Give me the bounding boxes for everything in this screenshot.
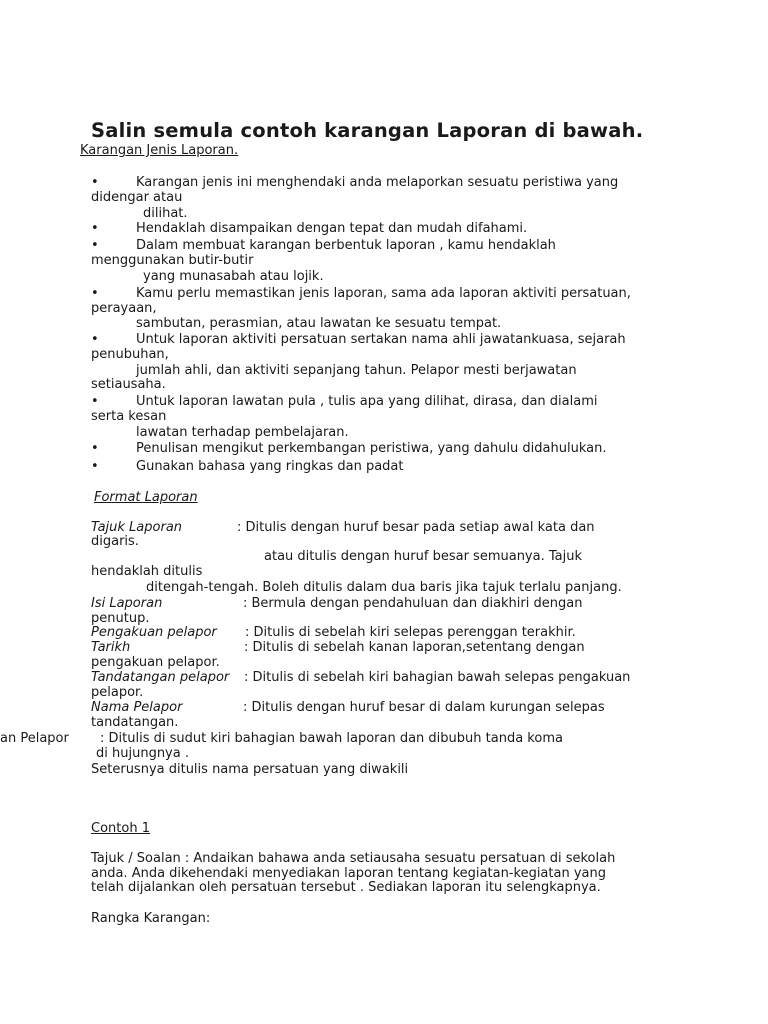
bullet-text: Dalam membuat karangan berbentuk laporan , kamu hendaklah — [136, 238, 556, 253]
bullet-marker: • — [91, 441, 99, 456]
format-label-nama: Nama Pelapor — [91, 700, 183, 715]
section-subtitle: Karangan Jenis Laporan. — [80, 143, 239, 158]
format-label-tarikh: Tarikh — [91, 640, 131, 655]
format-text: : Ditulis dengan huruf besar di dalam kurungan selepas — [243, 700, 605, 715]
bullet-text: Gunakan bahasa yang ringkas dan padat — [136, 459, 404, 474]
page-title: Salin semula contoh karangan Laporan di bawah. — [91, 119, 644, 142]
bullet-marker: • — [91, 221, 99, 236]
format-text: : Ditulis dengan huruf besar pada setiap awal kata dan — [237, 520, 595, 535]
format-text: : Bermula dengan pendahuluan dan diakhiri dengan — [243, 596, 583, 611]
example-text: anda. Anda dikehendaki menyediakan laporan tentang kegiatan-kegiatan yang — [91, 866, 606, 881]
bullet-text: sambutan, perasmian, atau lawatan ke sesuatu tempat. — [136, 316, 502, 331]
format-label-pengakuan: Pengakuan pelapor — [91, 625, 217, 640]
format-text: digaris. — [91, 534, 139, 549]
outline-heading: Rangka Karangan: — [91, 911, 211, 926]
bullet-marker: • — [91, 175, 99, 190]
bullet-text: jumlah ahli, dan aktiviti sepanjang tahun. Pelapor mesti berjawatan — [136, 363, 577, 378]
format-text: penutup. — [91, 611, 150, 626]
bullet-marker: • — [91, 238, 99, 253]
example-text: Tajuk / Soalan : Andaikan bahawa anda setiausaha sesuatu persatuan di sekolah — [91, 851, 616, 866]
format-label-tajuk: Tajuk Laporan — [91, 520, 183, 535]
bullet-text: yang munasabah atau lojik. — [143, 269, 324, 284]
format-text: hendaklah ditulis — [91, 564, 203, 579]
bullet-marker: • — [91, 286, 99, 301]
example-heading: Contoh 1 — [91, 821, 150, 836]
bullet-text: penubuhan, — [91, 347, 169, 362]
bullet-text: lawatan terhadap pembelajaran. — [136, 425, 349, 440]
format-text: atau ditulis dengan huruf besar semuanya. Tajuk — [264, 549, 582, 564]
bullet-text: Hendaklah disampaikan dengan tepat dan mudah difahami. — [136, 221, 528, 236]
format-label-jawatan: an Pelapor — [0, 731, 69, 746]
bullet-text: menggunakan butir-butir — [91, 253, 254, 268]
example-text: telah dijalankan oleh persatuan tersebut . Sediakan laporan itu selengkapnya. — [91, 880, 601, 895]
format-text: : Ditulis di sebelah kanan laporan,setentang dengan — [244, 640, 585, 655]
format-text: : Ditulis di sudut kiri bahagian bawah laporan dan dibubuh tanda koma — [100, 731, 563, 746]
bullet-marker: • — [91, 459, 99, 474]
bullet-text: Karangan jenis ini menghendaki anda melaporkan sesuatu peristiwa yang — [136, 175, 619, 190]
format-text: Seterusnya ditulis nama persatuan yang diwakili — [91, 762, 409, 777]
bullet-text: perayaan, — [91, 301, 157, 316]
bullet-text: didengar atau — [91, 190, 183, 205]
bullet-marker: • — [91, 394, 99, 409]
format-text: di hujungnya . — [96, 746, 189, 761]
format-text: : Ditulis di sebelah kiri bahagian bawah selepas pengakuan — [244, 670, 631, 685]
bullet-text: setiausaha. — [91, 377, 166, 392]
format-label-tandatangan: Tandatangan pelapor — [91, 670, 230, 685]
format-text: pengakuan pelapor. — [91, 655, 220, 670]
format-text: : Ditulis di sebelah kiri selepas perenggan terakhir. — [245, 625, 576, 640]
bullet-text: Untuk laporan aktiviti persatuan sertakan nama ahli jawatankuasa, sejarah — [136, 332, 626, 347]
bullet-text: Penulisan mengikut perkembangan peristiwa, yang dahulu didahulukan. — [136, 441, 607, 456]
bullet-text: serta kesan — [91, 409, 167, 424]
format-text: ditengah-tengah. Boleh ditulis dalam dua baris jika tajuk terlalu panjang. — [146, 580, 622, 595]
bullet-marker: • — [91, 332, 99, 347]
format-text: tandatangan. — [91, 715, 179, 730]
format-text: pelapor. — [91, 685, 144, 700]
format-label-isi: Isi Laporan — [91, 596, 163, 611]
bullet-text: dilihat. — [143, 206, 188, 221]
format-heading: Format Laporan — [94, 490, 198, 505]
bullet-text: Untuk laporan lawatan pula , tulis apa yang dilihat, dirasa, dan dialami — [136, 394, 598, 409]
bullet-text: Kamu perlu memastikan jenis laporan, sama ada laporan aktiviti persatuan, — [136, 286, 631, 301]
